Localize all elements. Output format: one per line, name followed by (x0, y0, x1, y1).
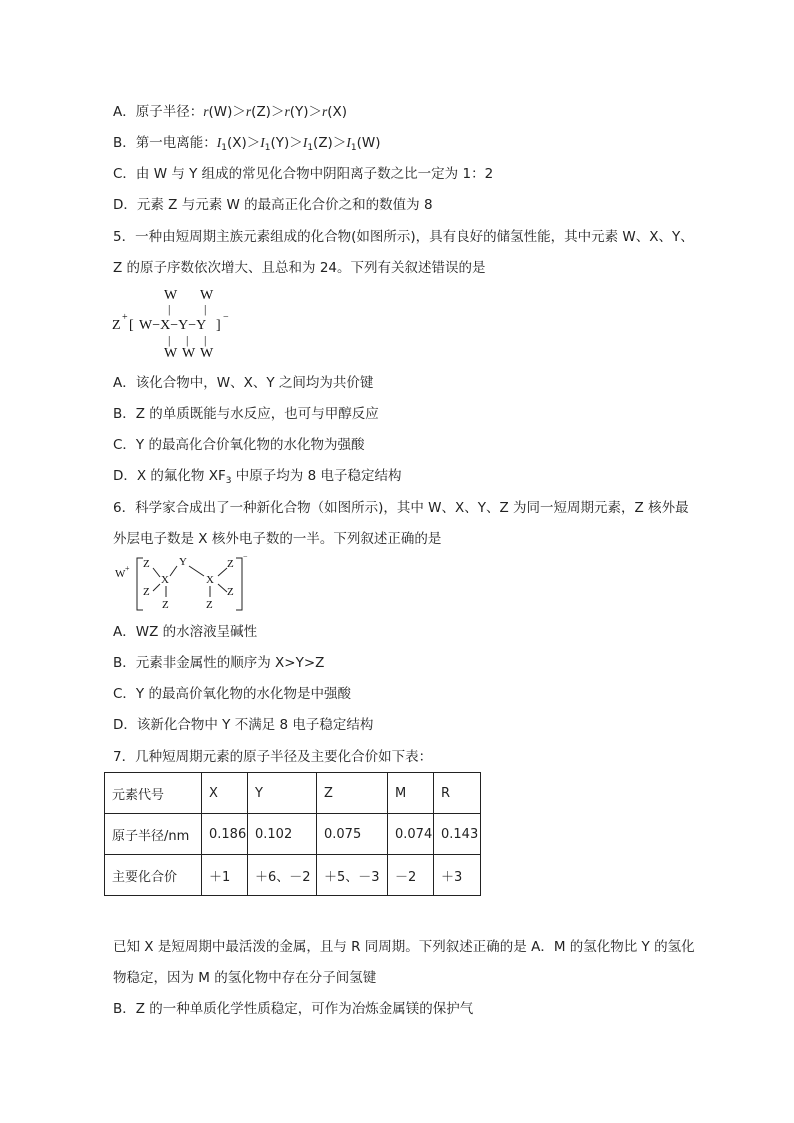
q7-after-line1: 已知 X 是短周期中最活泼的金属，且与 R 同周期。下列叙述正确的是 A．M 的氢化物比 Y 的氢化 (113, 939, 695, 955)
q5-bottom-w1: W (164, 346, 178, 361)
q5-bottom-bar3: | (204, 333, 207, 347)
q5-option-c: C．Y 的最高化合价氧化物的水化物为强酸 (113, 437, 365, 453)
table-header-row (105, 773, 481, 814)
q5-top-w2: W (200, 288, 214, 303)
table-header-cell: X (202, 773, 248, 814)
q5-cation: Z (112, 318, 121, 333)
table-row (105, 814, 481, 855)
q7-option-b: B．Z 的一种单质化学性质稳定，可作为冶炼金属镁的保护气 (113, 1001, 474, 1017)
q6-z-bottom-right: Z (206, 599, 213, 611)
q6-option-d: D．该新化合物中 Y 不满足 8 电子稳定结构 (113, 717, 374, 733)
q5-stem-line1: 5．一种由短周期主族元素组成的化合物(如图所示)，具有良好的储氢性能，其中元素 W、X、Y、 (113, 229, 694, 245)
q4-option-b: B．第一电离能：$I_1(X)>I_1(Y)>I_1(Z)>I_1(W)$ (113, 135, 381, 153)
q6-cation-charge: + (125, 564, 130, 573)
q5-structure-diagram (112, 288, 252, 363)
q5-bottom-bar2: | (186, 333, 189, 347)
q5-left-bracket: [ (129, 318, 134, 333)
q6-y: Y (179, 556, 187, 568)
table-cell: 0.075 (317, 814, 388, 855)
q5-bottom-bar1: | (168, 333, 171, 347)
q6-z-bottom-left: Z (162, 599, 169, 611)
q7-after-line2: 物稳定，因为 M 的氢化物中存在分子间氢键 (113, 970, 377, 986)
q6-x-right: X (206, 574, 214, 586)
table-header-cell: M (388, 773, 434, 814)
table-cell: 0.074 (388, 814, 434, 855)
table-cell: ＋6、－2 (248, 855, 317, 896)
q6-x-left: X (161, 574, 169, 586)
table-row (105, 855, 481, 896)
table-cell: ＋3 (434, 855, 481, 896)
q4-option-c: C．由 W 与 Y 组成的常见化合物中阴阳离子数之比一定为 1：2 (113, 166, 494, 182)
q6-anion-charge: − (243, 552, 248, 561)
q7-table (104, 772, 481, 896)
table-header-cell: R (434, 773, 481, 814)
q5-option-a: A．该化合物中，W、X、Y 之间均为共价键 (113, 375, 374, 391)
q6-stem-line2: 外层电子数是 X 核外电子数的一半。下列叙述正确的是 (113, 531, 442, 547)
table-cell: 主要化合价 (105, 855, 202, 896)
table-cell: 0.186 (202, 814, 248, 855)
q5-top-bar1: | (168, 302, 171, 316)
q6-option-b: B．元素非金属性的顺序为 X>Y>Z (113, 655, 325, 671)
q6-z-mid-right: Z (227, 586, 234, 598)
q6-stem-line1: 6．科学家合成出了一种新化合物（如图所示)，其中 W、X、Y、Z 为同一短周期元素，Z 核外最 (113, 500, 689, 516)
q5-main-chain: W−X−Y−Y (139, 318, 207, 333)
table-cell: 0.102 (248, 814, 317, 855)
table-cell: ＋5、－3 (317, 855, 388, 896)
q5-stem-line2: Z 的原子序数依次增大、且总和为 24。下列有关叙述错误的是 (113, 260, 486, 276)
q6-cation: W (115, 568, 126, 580)
table-header-cell: Y (248, 773, 317, 814)
q4-option-d: D．元素 Z 与元素 W 的最高正化合价之和的数值为 8 (113, 197, 433, 213)
q5-top-w1: W (164, 288, 178, 303)
q6-z-top-right: Z (227, 558, 234, 570)
q4-option-a: A．原子半径：r(W)＞r(Z)＞r(Y)＞r(X) (113, 104, 348, 120)
table-cell: 原子半径/nm (105, 814, 202, 855)
q5-right-bracket: ] (216, 318, 221, 333)
q6-option-c: C．Y 的最高价氧化物的水化物是中强酸 (113, 686, 351, 702)
q7-stem: 7．几种短周期元素的原子半径及主要化合价如下表： (113, 749, 433, 765)
q5-top-bar2: | (204, 302, 207, 316)
table-header-cell: Z (317, 773, 388, 814)
table-header-cell: 元素代号 (105, 773, 202, 814)
q5-anion-charge: − (223, 312, 229, 323)
q5-bottom-w2: W (182, 346, 196, 361)
q5-cation-charge: + (122, 312, 128, 323)
q5-bottom-w3: W (200, 346, 214, 361)
table-cell: －2 (388, 855, 434, 896)
q6-option-a: A．WZ 的水溶液呈碱性 (113, 624, 258, 640)
q5-option-b: B．Z 的单质既能与水反应，也可与甲醇反应 (113, 406, 379, 422)
q6-z-mid-left: Z (143, 586, 150, 598)
table-cell: 0.143 (434, 814, 481, 855)
table-cell: ＋1 (202, 855, 248, 896)
q6-z-top-left: Z (143, 558, 150, 570)
q5-option-d: D．X 的氟化物 $XF_3$ 中原子均为 8 电子稳定结构 (113, 468, 402, 486)
q6-structure-diagram (115, 552, 250, 616)
